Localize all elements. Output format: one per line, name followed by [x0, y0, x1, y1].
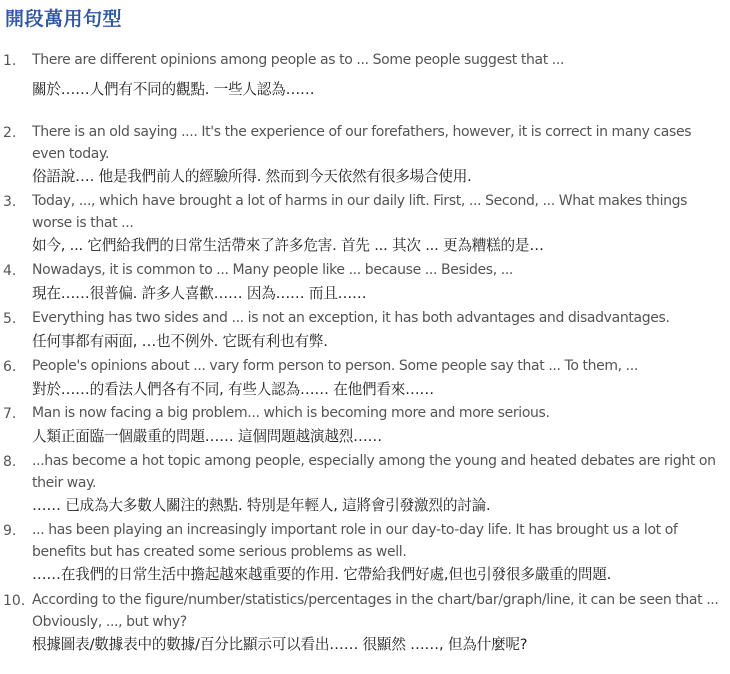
english-sentence: Man is now facing a big problem... which is becoming more and more serious. — [32, 405, 550, 421]
english-sentence: ... has been playing an increasingly important role in our day-to-day life. It has brought us a lot of benefits but has created some serious problems as well. — [32, 522, 678, 560]
item-number: 5. — [3, 311, 17, 327]
list-item — [0, 50, 728, 101]
chinese-translation: 人類正面臨一個嚴重的問題…… 這個問題越演越烈…… — [32, 427, 382, 445]
list-item — [0, 122, 728, 188]
english-sentence: There are different opinions among people as to ... Some people suggest that ... — [32, 52, 565, 68]
english-sentence: Today, ..., which have brought a lot of harms in our daily lift. First, ... Second, ... What makes things worse is that ... — [32, 193, 688, 231]
list-item — [0, 308, 728, 353]
item-number: 3. — [3, 194, 17, 210]
list-item — [0, 590, 728, 656]
document-title: 開段萬用句型 — [5, 8, 123, 30]
item-number: 8. — [3, 454, 17, 470]
english-sentence: ...has become a hot topic among people, especially among the young and heated debates are right on their way. — [32, 453, 716, 491]
list-item — [0, 520, 728, 586]
chinese-translation: …… 已成為大多數人關注的熱點. 特別是年輕人, 這將會引發激烈的討論. — [32, 497, 491, 514]
chinese-translation: 對於……的看法人們各有不同, 有些人認為…… 在他們看來…… — [32, 380, 434, 398]
item-number: 6. — [3, 359, 17, 375]
english-sentence: Nowadays, it is common to ... Many people like ... because ... Besides, ... — [32, 262, 514, 278]
chinese-translation: 如今, ... 它們給我們的日常生活帶來了許多危害. 首先 ... 其次 ... 更為糟糕的是… — [32, 237, 544, 254]
list-item — [0, 451, 728, 517]
list-item — [0, 260, 728, 305]
item-number: 7. — [3, 406, 17, 422]
item-number: 9. — [3, 523, 17, 539]
chinese-translation: 關於……人們有不同的觀點. 一些人認為…… — [32, 80, 315, 98]
english-sentence: People's opinions about ... vary form person to person. Some people say that ... To them, ... — [32, 358, 638, 374]
chinese-translation: 俗語說…. 他是我們前人的經驗所得. 然而到今天依然有很多場合使用. — [32, 168, 472, 185]
list-item — [0, 356, 728, 401]
item-number: 4. — [3, 263, 17, 279]
list-item — [0, 191, 728, 257]
chinese-translation: ……在我們的日常生活中擔起越來越重要的作用. 它帶給我們好處,但也引發很多嚴重的問題. — [32, 566, 612, 583]
english-sentence: There is an old saying .... It's the experience of our forefathers, however, it is correct in many cases even today. — [32, 124, 692, 162]
chinese-translation: 現在……很普偏. 許多人喜歡…… 因為…… 而且…… — [32, 284, 367, 302]
list-item — [0, 403, 728, 448]
chinese-translation: 根據圖表/數據表中的數據/百分比顯示可以看出…… 很顯然 ……, 但為什麼呢? — [32, 636, 528, 653]
item-number: 10. — [3, 593, 26, 609]
item-number: 1. — [3, 53, 17, 69]
item-number: 2. — [3, 125, 17, 141]
english-sentence: According to the figure/number/statistics/percentages in the chart/bar/graph/line, it can be seen that ... Obviously, ..., but why? — [32, 592, 719, 630]
english-sentence: Everything has two sides and ... is not an exception, it has both advantages and disadvantages. — [32, 310, 670, 326]
chinese-translation: 任何事都有兩面, …也不例外. 它既有利也有弊. — [32, 332, 328, 350]
